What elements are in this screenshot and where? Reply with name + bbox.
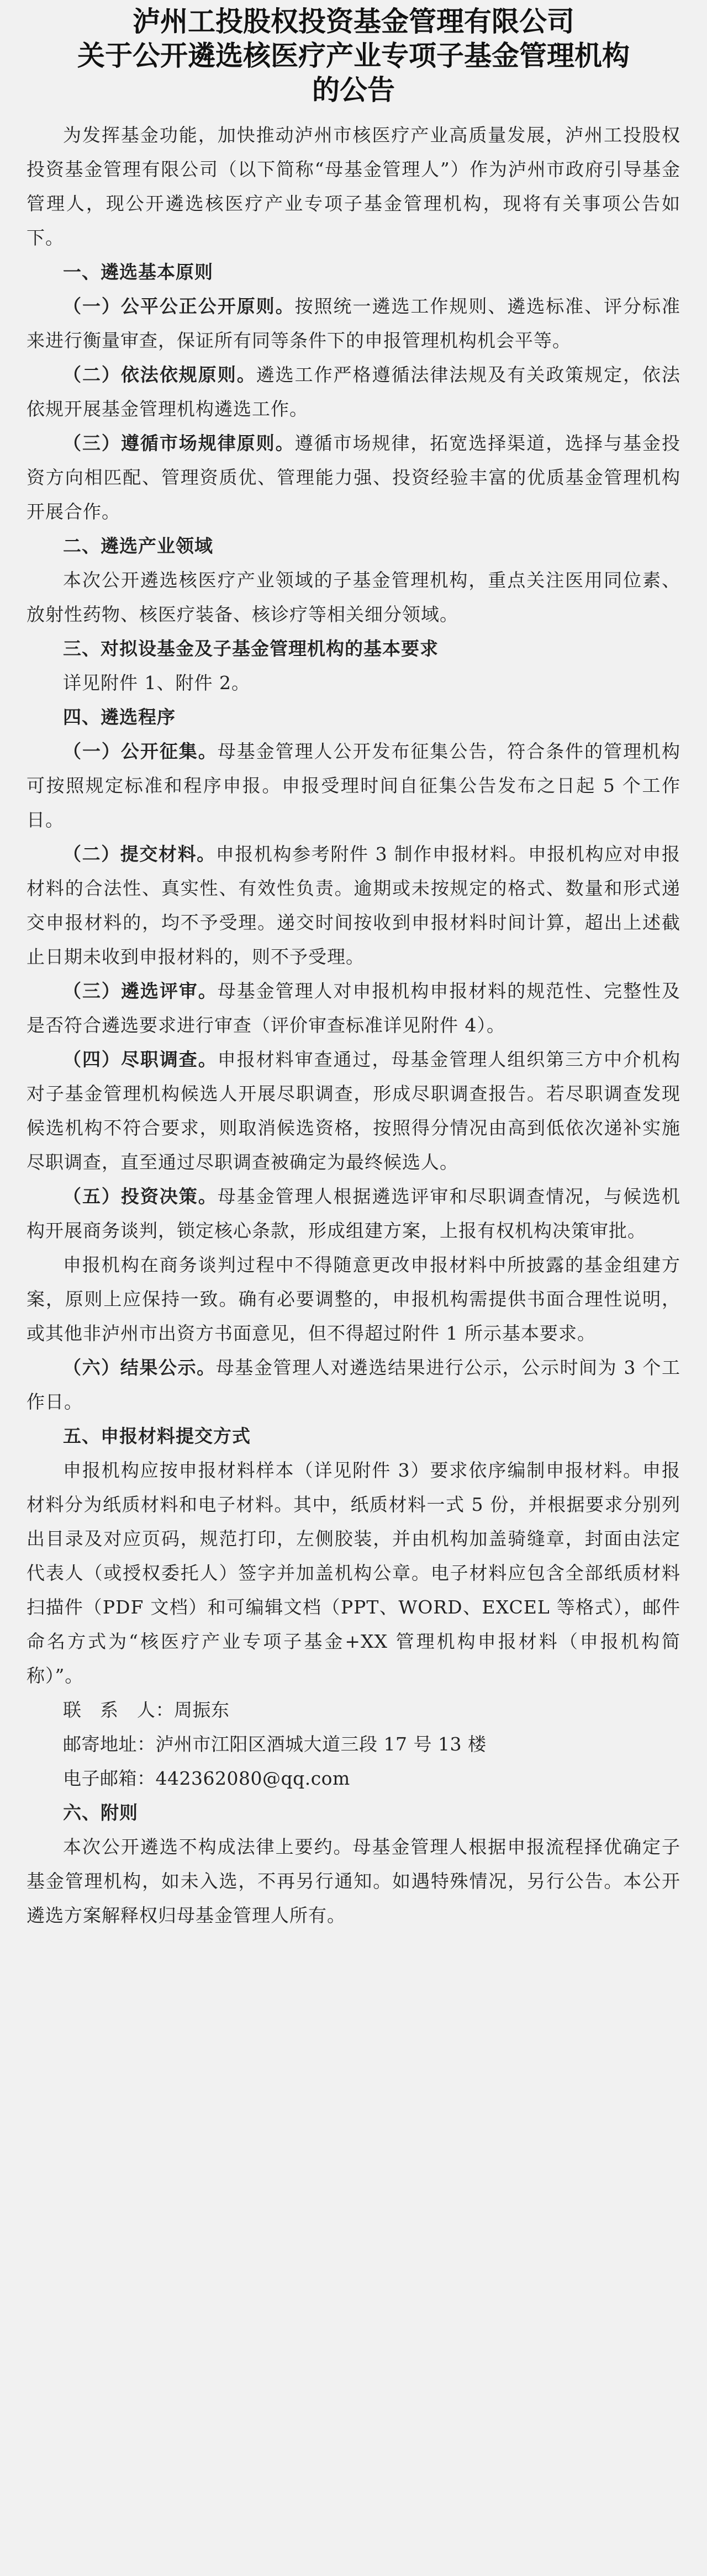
section-3-paragraph: 详见附件 1、附件 2。 [63, 672, 250, 694]
paragraph-lead: （二）依法依规原则。 [63, 364, 256, 385]
document-title [27, 4, 680, 107]
paragraph-text: 遵循市场规律，拓宽选择渠道，选择与基金投资方向相匹配、管理资质优、管理能力强、投资经验丰富的优质基金管理机构开展合作。 [27, 432, 681, 522]
section-4-paragraph-2 [27, 837, 680, 974]
paragraph-text: 遴选工作严格遵循法律法规及有关政策规定，依法依规开展基金管理机构遴选工作。 [27, 364, 681, 420]
section-6-heading: 六、附则 [63, 1802, 138, 1823]
section-4-paragraph-6 [27, 1351, 680, 1419]
title-line-3: 的公告 [312, 73, 395, 106]
title-line-1: 泸州工投股权投资基金管理有限公司 [133, 5, 574, 38]
contact-email: 电子邮箱：442362080@qq.com [63, 1768, 350, 1789]
section-4-paragraph-5b: 申报机构在商务谈判过程中不得随意更改申报材料中所披露的基金组建方案，原则上应保持一致。确有必要调整的，申报机构需提供书面合理性说明，或其他非泸州市出资方书面意见，但不得超过附件 1 所示基本要求。 [27, 1254, 680, 1344]
section-1-heading: 一、遴选基本原则 [63, 261, 213, 283]
paragraph-lead: （六）结果公示。 [63, 1357, 216, 1378]
section-4-paragraph-4 [27, 1043, 680, 1179]
section-4-paragraph-1 [27, 734, 680, 837]
paragraph-lead: （三）遵循市场规律原则。 [63, 432, 295, 454]
section-5-paragraph: 申报机构应按申报材料样本（详见附件 3）要求依序编制申报材料。申报材料分为纸质材料和电子材料。其中，纸质材料一式 5 份，并根据要求分别列出目录及对应页码，规范打印，左侧胶装，并由机构加盖骑缝章，封面由法定代表人（或授权委托人）签字并加盖机构公章。电子材料应包含全部纸质材料扫描件（PDF 文档）和可编辑文档（PPT、WORD、EXCEL 等格式），邮件命名方式为“核医疗产业专项子基金+XX 管理机构申报材料（申报机构简称）”。 [27, 1459, 680, 1686]
paragraph-lead: （一）公开征集。 [63, 740, 218, 762]
paragraph-text: 母基金管理人对遴选结果进行公示，公示时间为 3 个工作日。 [27, 1357, 681, 1413]
paragraph-text: 申报机构参考附件 3 制作申报材料。申报机构应对申报材料的合法性、真实性、有效性负责。逾期或未按规定的格式、数量和形式递交申报材料的，均不予受理。递交时间按收到申报材料时间计算，超出上述截止日期未收到申报材料的，则不予受理。 [27, 843, 681, 967]
paragraph-lead: （五）投资决策。 [63, 1186, 218, 1207]
section-2-paragraph: 本次公开遴选核医疗产业领域的子基金管理机构，重点关注医用同位素、放射性药物、核医疗装备、核诊疗等相关细分领域。 [27, 569, 680, 625]
section-4-paragraph-5 [27, 1179, 680, 1248]
paragraph-text: 母基金管理人对申报机构申报材料的规范性、完整性及是否符合遴选要求进行审查（评价审查标准详见附件 4）。 [27, 980, 681, 1036]
section-6-paragraph: 本次公开遴选不构成法律上要约。母基金管理人根据申报流程择优确定子基金管理机构，如未入选，不再另行通知。如遇特殊情况，另行公告。本公开遴选方案解释权归母基金管理人所有。 [27, 1836, 680, 1926]
section-1-paragraph-1 [27, 289, 680, 358]
section-3-heading: 三、对拟设基金及子基金管理机构的基本要求 [63, 638, 439, 659]
section-4-paragraph-3 [27, 974, 680, 1043]
mailing-address: 邮寄地址：泸州市江阳区酒城大道三段 17 号 13 楼 [63, 1733, 487, 1755]
paragraph-lead: （二）提交材料。 [63, 843, 216, 865]
section-1-paragraph-2 [27, 358, 680, 426]
intro-paragraph: 为发挥基金功能，加快推动泸州市核医疗产业高质量发展，泸州工投股权投资基金管理有限公司（以下简称“母基金管理人”）作为泸州市政府引导基金管理人，现公开遴选核医疗产业专项子基金管理机构，现将有关事项公告如下。 [27, 124, 680, 248]
section-1-paragraph-3 [27, 426, 680, 529]
paragraph-lead: （三）遴选评审。 [63, 980, 218, 1002]
contact-person: 联 系 人：周振东 [63, 1699, 230, 1721]
paragraph-lead: （四）尽职调查。 [63, 1049, 218, 1070]
paragraph-text: 母基金管理人公开发布征集公告，符合条件的管理机构可按照规定标准和程序申报。申报受理时间自征集公告发布之日起 5 个工作日。 [27, 740, 681, 831]
section-4-heading: 四、遴选程序 [63, 706, 176, 728]
section-2-heading: 二、遴选产业领域 [63, 535, 213, 557]
paragraph-text: 按照统一遴选工作规则、遴选标准、评分标准来进行衡量审查，保证所有同等条件下的申报管理机构机会平等。 [27, 295, 681, 351]
paragraph-text: 母基金管理人根据遴选评审和尽职调查情况，与候选机构开展商务谈判，锁定核心条款，形成组建方案，上报有权机构决策审批。 [27, 1186, 681, 1241]
paragraph-text: 申报材料审查通过，母基金管理人组织第三方中介机构对子基金管理机构候选人开展尽职调查，形成尽职调查报告。若尽职调查发现候选机构不符合要求，则取消候选资格，按照得分情况由高到低依次递补实施尽职调查，直至通过尽职调查被确定为最终候选人。 [27, 1049, 681, 1173]
section-5-heading: 五、申报材料提交方式 [63, 1425, 251, 1447]
title-line-2: 关于公开遴选核医疗产业专项子基金管理机构 [77, 39, 630, 72]
paragraph-lead: （一）公平公正公开原则。 [63, 295, 295, 317]
